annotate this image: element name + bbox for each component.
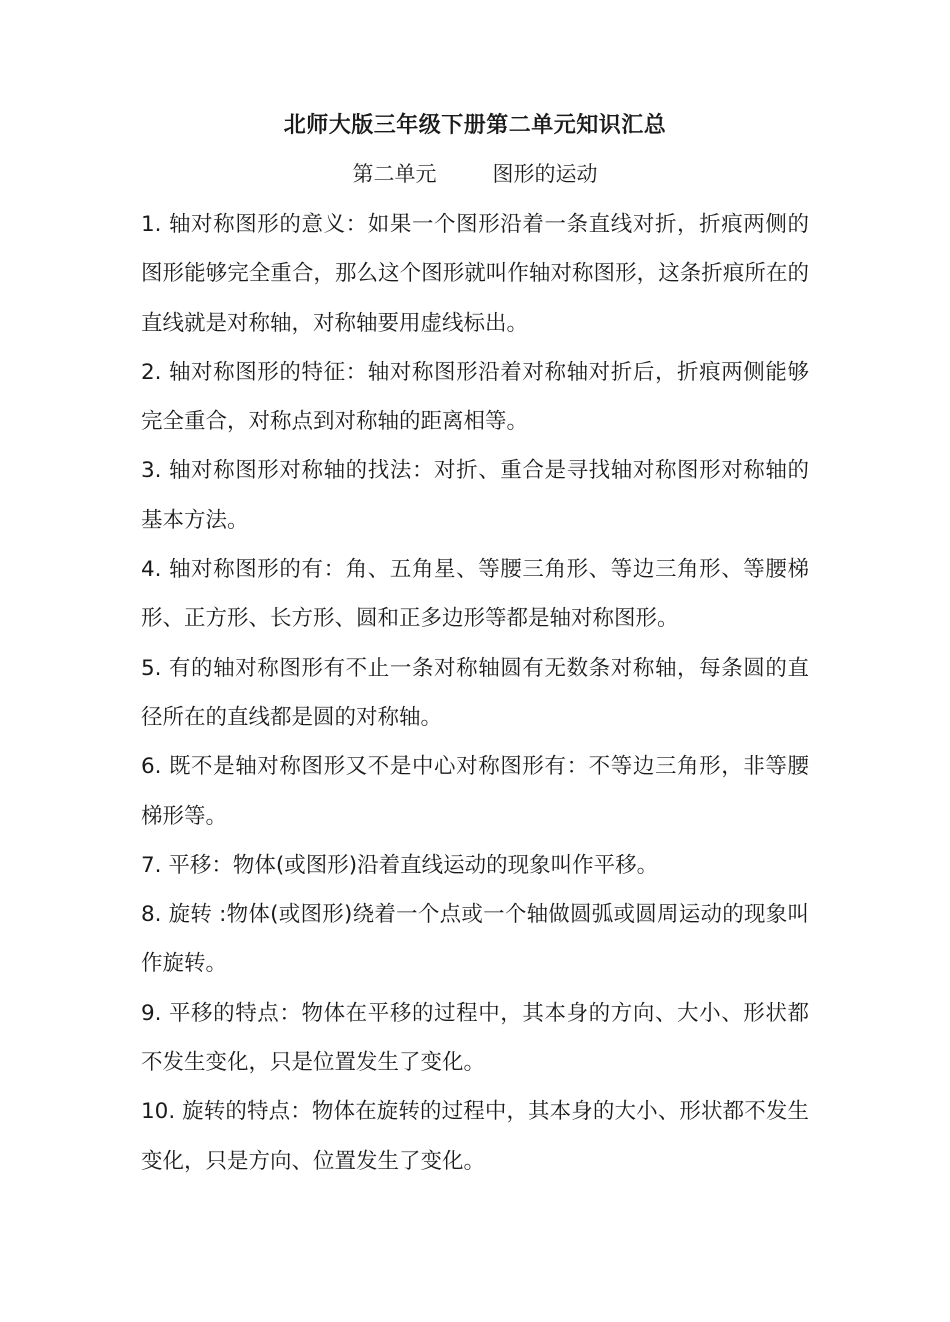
unit-label: 第二单元	[352, 162, 437, 186]
unit-heading	[0, 159, 950, 189]
unit-topic: 图形的运动	[492, 162, 598, 186]
knowledge-item: 9. 平移的特点：物体在平移的过程中，其本身的方向、大小、形状都不发生变化，只是位置发生了变化。	[141, 1000, 809, 1076]
knowledge-item: 8. 旋转 :物体(或图形)绕着一个点或一个轴做圆弧或圆周运动的现象叫作旋转。	[141, 902, 809, 977]
knowledge-item: 7. 平移：物体(或图形)沿着直线运动的现象叫作平移。	[141, 852, 659, 878]
knowledge-item: 3. 轴对称图形对称轴的找法：对折、重合是寻找轴对称图形对称轴的基本方法。	[141, 458, 809, 533]
knowledge-list	[141, 200, 809, 1186]
knowledge-item: 5. 有的轴对称图形有不止一条对称轴圆有无数条对称轴，每条圆的直径所在的直线都是圆的对称轴。	[141, 655, 809, 730]
knowledge-item: 6. 既不是轴对称图形又不是中心对称图形有：不等边三角形，非等腰梯形等。	[141, 754, 809, 829]
document-title: 北师大版三年级下册第二单元知识汇总	[283, 113, 667, 138]
knowledge-item: 2. 轴对称图形的特征：轴对称图形沿着对称轴对折后，折痕两侧能够完全重合，对称点到对称轴的距离相等。	[141, 359, 809, 435]
knowledge-item: 10. 旋转的特点：物体在旋转的过程中，其本身的大小、形状都不发生变化，只是方向、位置发生了变化。	[141, 1099, 809, 1174]
knowledge-item: 1. 轴对称图形的意义：如果一个图形沿着一条直线对折，折痕两侧的图形能够完全重合，那么这个图形就叫作轴对称图形，这条折痕所在的直线就是对称轴，对称轴要用虚线标出。	[141, 212, 809, 336]
knowledge-item: 4. 轴对称图形的有：角、五角星、等腰三角形、等边三角形、等腰梯形、正方形、长方形、圆和正多边形等都是轴对称图形。	[141, 557, 809, 632]
